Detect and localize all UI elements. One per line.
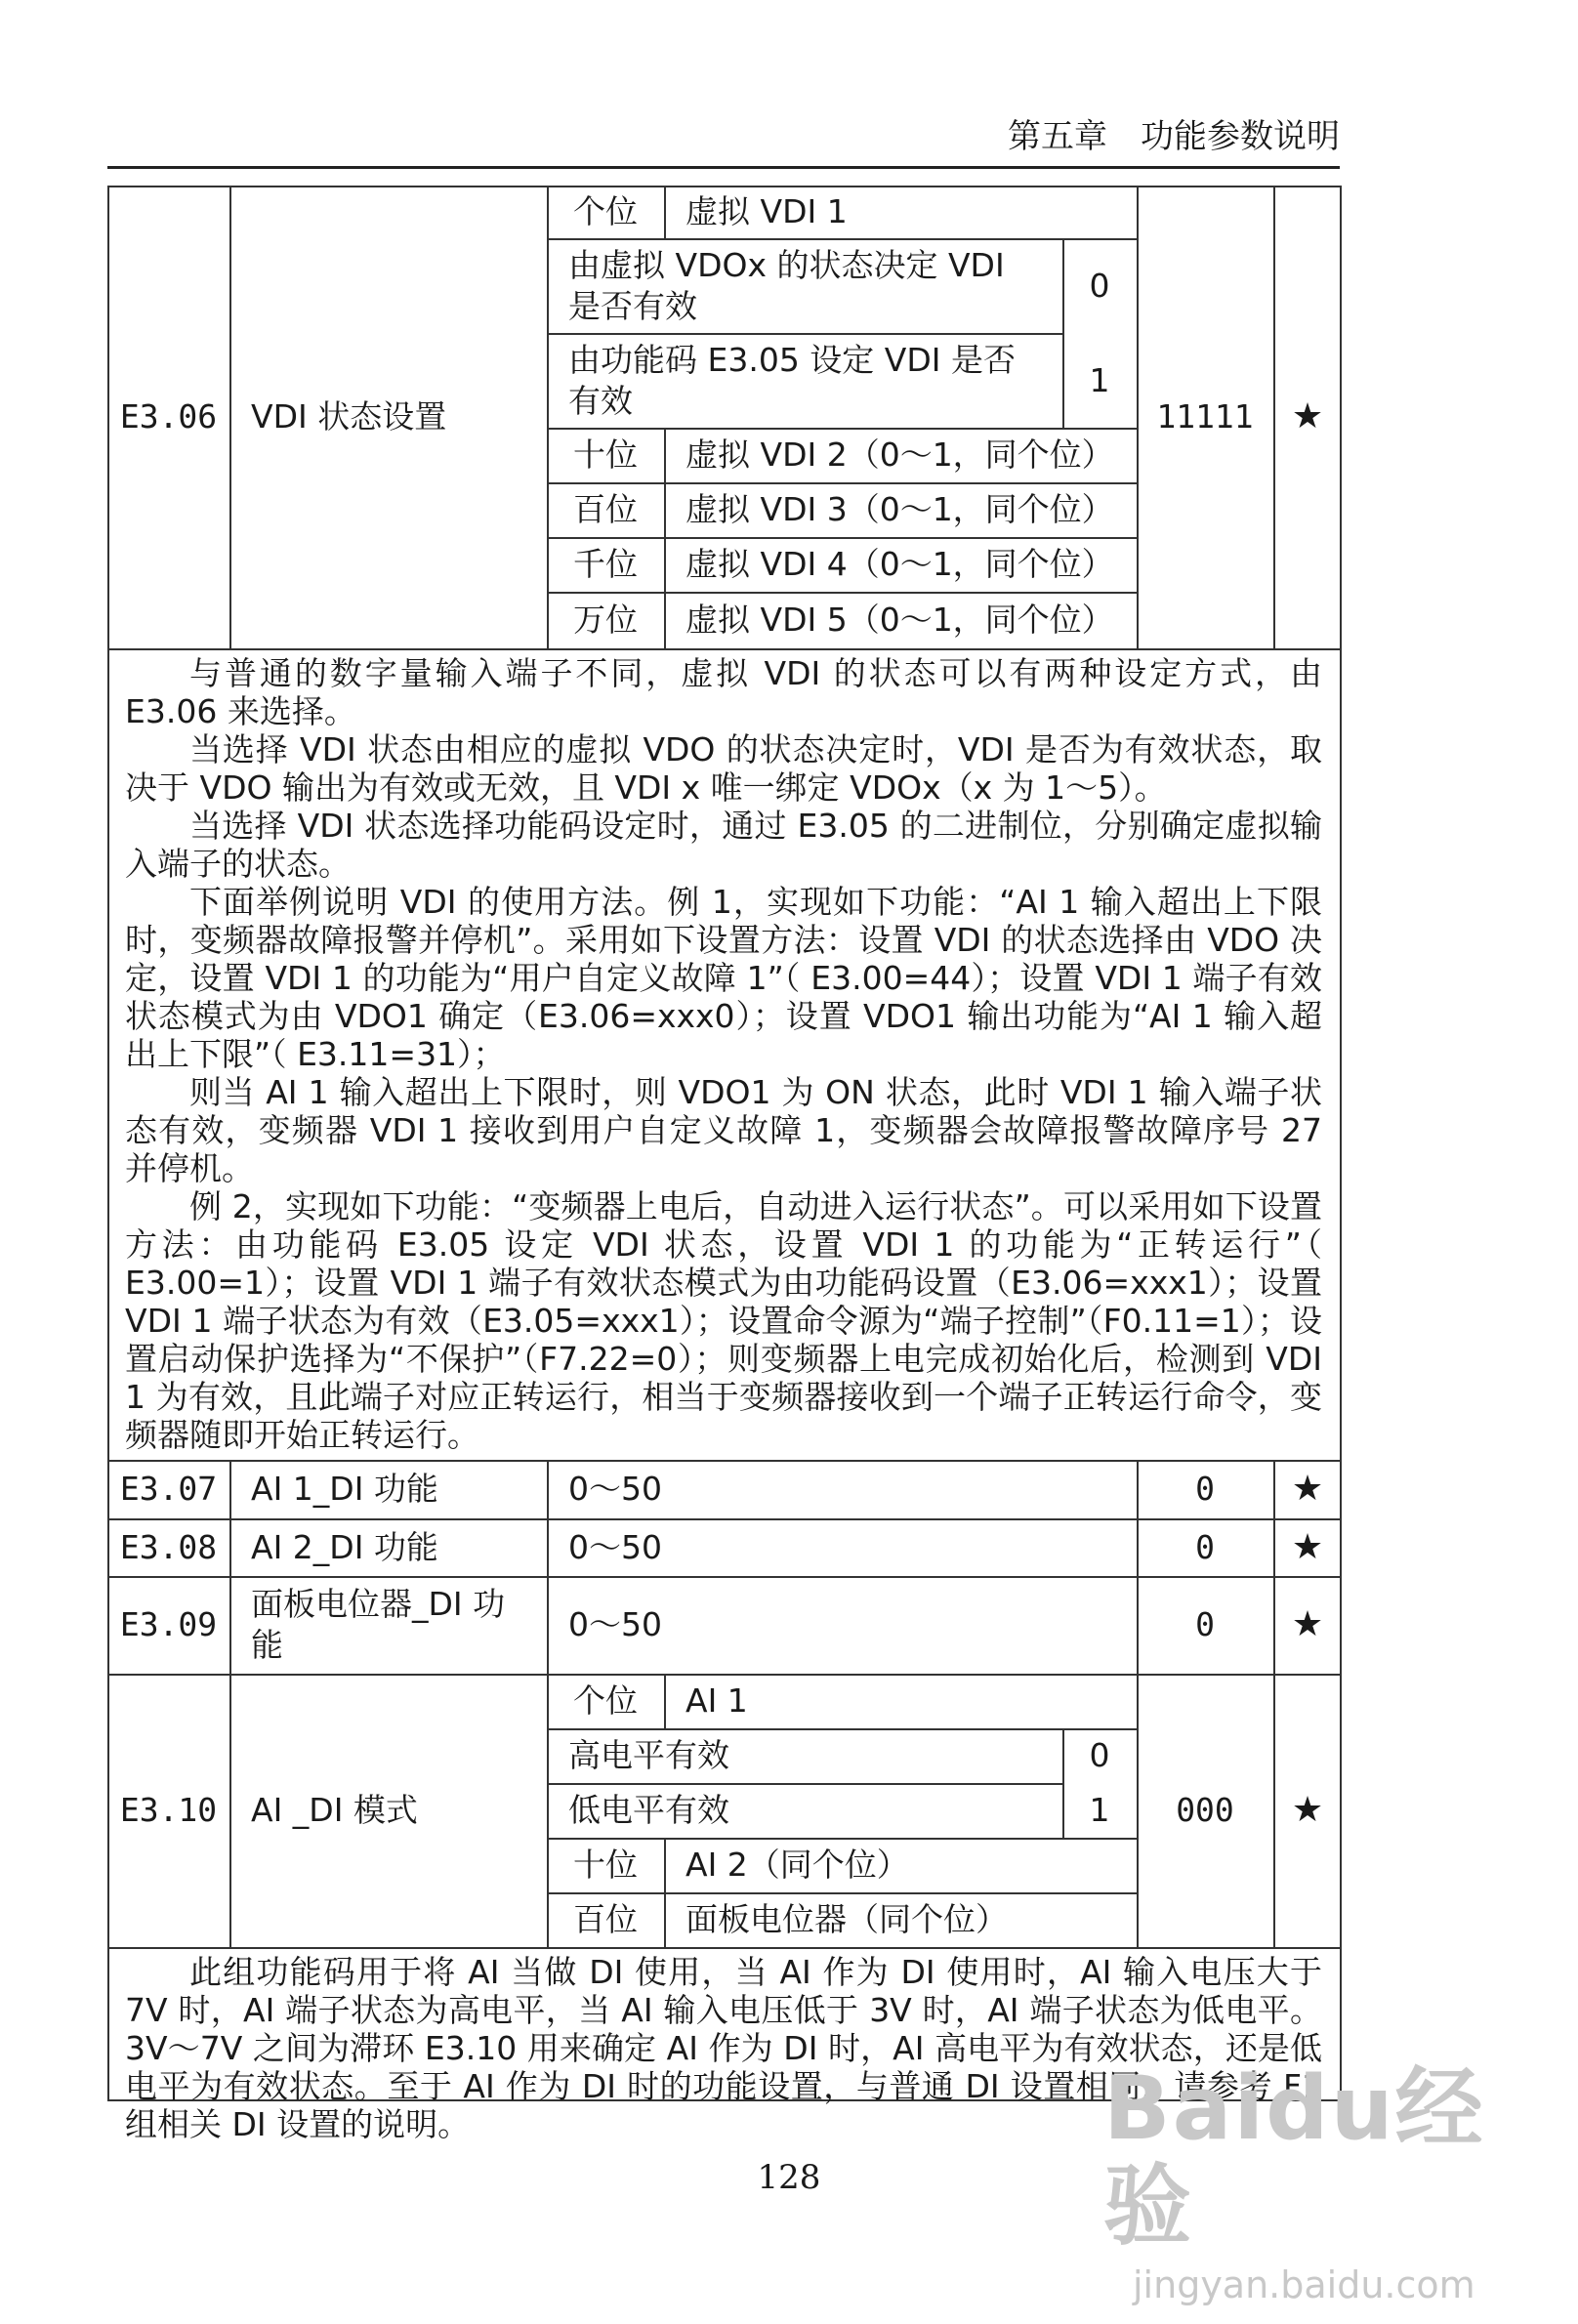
e309-default: 0 — [1195, 1605, 1215, 1643]
page-number: 128 — [757, 2158, 821, 2197]
e308-range: 0～50 — [568, 1527, 662, 1566]
e306-digit-tenthousands: 万位 — [573, 601, 638, 639]
desc1-paragraph-3: 当选择 VDI 状态选择功能码设定时，通过 E3.05 的二进制位，分别确定虚拟输入端子的状态。 — [125, 807, 1322, 883]
e306-digit-tenthousands-desc: 虚拟 VDI 5（0～1，同个位） — [685, 601, 1114, 639]
e310-digit-ones-desc: AI 1 — [685, 1681, 748, 1720]
e310-digit-tens-desc: AI 2（同个位） — [685, 1846, 909, 1884]
e306-digit-tens: 十位 — [573, 436, 638, 474]
e308-default: 0 — [1195, 1527, 1215, 1566]
desc2-paragraph-1: 此组功能码用于将 AI 当做 DI 使用，当 AI 作为 DI 使用时，AI 输入电压大于 7V 时，AI 端子状态为高电平，当 AI 输入电压低于 3V 时，AI 端子状态为低电平。3V～7V 之间为滞环 E3.10 用来确定 AI 作为 DI 时，AI 高电平为有效状态，还是低电平为有效状态。至于 AI 作为 DI 时的功能设置，与普通 DI 设置相同，请参考 F1 组相关 DI 设置的说明。 — [125, 1953, 1322, 2143]
e306-default: 11111 — [1156, 397, 1254, 436]
e307-attribute-star: ★ — [1291, 1469, 1324, 1509]
e308-code: E3.08 — [119, 1527, 218, 1566]
e306-option-1-value: 1 — [1089, 360, 1110, 399]
e306-digit-hundreds-desc: 虚拟 VDI 3（0～1，同个位） — [685, 490, 1114, 528]
e310-name: AI _DI 模式 — [251, 1791, 418, 1829]
e310-digit-hundreds-desc: 面板电位器（同个位） — [685, 1900, 1008, 1938]
e310-default: 000 — [1176, 1791, 1234, 1829]
e306-description — [125, 654, 1322, 1454]
watermark-brand: Baidu经验 — [1103, 2057, 1485, 2258]
e310-option-1-value: 1 — [1089, 1791, 1110, 1829]
chapter-title: 第五章 功能参数说明 — [1008, 117, 1340, 156]
e307-name: AI 1_DI 功能 — [251, 1470, 438, 1508]
e307-code: E3.07 — [119, 1470, 218, 1508]
e309-code: E3.09 — [119, 1605, 218, 1643]
e306-name: VDI 状态设置 — [251, 397, 447, 436]
e306-code: E3.06 — [119, 397, 218, 436]
e307-default: 0 — [1195, 1470, 1215, 1508]
e310-digit-ones: 个位 — [573, 1681, 638, 1720]
e310-code: E3.10 — [119, 1791, 218, 1829]
e310-attribute-star: ★ — [1291, 1790, 1324, 1830]
e307-range: 0～50 — [568, 1470, 662, 1508]
e306-digit-ones: 个位 — [573, 192, 638, 230]
e306-digit-hundreds: 百位 — [573, 490, 638, 528]
e306-option-0: 由虚拟 VDOx 的状态决定 VDI 是否有效 — [568, 245, 1005, 325]
watermark-url: jingyan.baidu.com — [1133, 2263, 1475, 2306]
e306-digit-thousands-desc: 虚拟 VDI 4（0～1，同个位） — [685, 545, 1114, 583]
e310-option-0: 高电平有效 — [568, 1736, 729, 1774]
e308-name: AI 2_DI 功能 — [251, 1527, 438, 1566]
desc1-paragraph-1: 与普通的数字量输入端子不同，虚拟 VDI 的状态可以有两种设定方式，由 E3.06 来选择。 — [125, 654, 1322, 730]
e309-range: 0～50 — [568, 1605, 662, 1643]
e310-digit-hundreds: 百位 — [573, 1900, 638, 1938]
desc1-paragraph-2: 当选择 VDI 状态由相应的虚拟 VDO 的状态决定时，VDI 是否为有效状态，取决于 VDO 输出为有效或无效，且 VDI x 唯一绑定 VDOx（x 为 1～5）。 — [125, 730, 1322, 807]
e306-digit-thousands: 千位 — [573, 545, 638, 583]
desc1-paragraph-6: 例 2，实现如下功能：“变频器上电后，自动进入运行状态”。可以采用如下设置方法：由功能码 E3.05 设定 VDI 状态，设置 VDI 1 的功能为“正转运行”（ E3.00=1）；设置 VDI 1 端子有效状态模式为由功能码设置（E3.06=xxx1）；设置 VDI 1 端子状态为有效（E3.05=xxx1）；设置命令源为“端子控制”（F0.11=1）；设置启动保护选择为“不保护”（F7.22=0）；则变频器上电完成初始化后，检测到 VDI 1 为有效，且此端子对应正转运行，相当于变频器接收到一个端子正转运行命令，变频器随即开始正转运行。 — [125, 1187, 1322, 1454]
e306-option-1: 由功能码 E3.05 设定 VDI 是否有效 — [568, 340, 1017, 420]
e306-digit-tens-desc: 虚拟 VDI 2（0～1，同个位） — [685, 436, 1114, 474]
e308-attribute-star: ★ — [1291, 1526, 1324, 1567]
desc1-paragraph-5: 则当 AI 1 输入超出上下限时，则 VDO1 为 ON 状态，此时 VDI 1 输入端子状态有效，变频器 VDI 1 接收到用户自定义故障 1，变频器会故障报警故障序号 27 并停机。 — [125, 1073, 1322, 1187]
e309-attribute-star: ★ — [1291, 1604, 1324, 1644]
e306-digit-ones-desc: 虚拟 VDI 1 — [685, 192, 848, 230]
e310-digit-tens: 十位 — [573, 1846, 638, 1884]
e306-option-0-value: 0 — [1089, 266, 1110, 305]
e309-name: 面板电位器_DI 功能 — [251, 1585, 506, 1664]
chapter-header — [107, 115, 1340, 169]
e306-attribute-star: ★ — [1291, 396, 1324, 436]
e310-option-1: 低电平有效 — [568, 1791, 729, 1829]
e310-option-0-value: 0 — [1089, 1736, 1110, 1774]
baidu-watermark — [1103, 2057, 1553, 2306]
desc1-paragraph-4: 下面举例说明 VDI 的使用方法。例 1，实现如下功能：“AI 1 输入超出上下限时，变频器故障报警并停机”。采用如下设置方法：设置 VDI 的状态选择由 VDO 决定，设置 VDI 1 的功能为“用户自定义故障 1”（ E3.00=44）；设置 VDI 1 端子有效状态模式为由 VDO1 确定（E3.06=xxx0）；设置 VDO1 输出功能为“AI 1 输入超出上下限”（ E3.11=31）； — [125, 883, 1322, 1073]
